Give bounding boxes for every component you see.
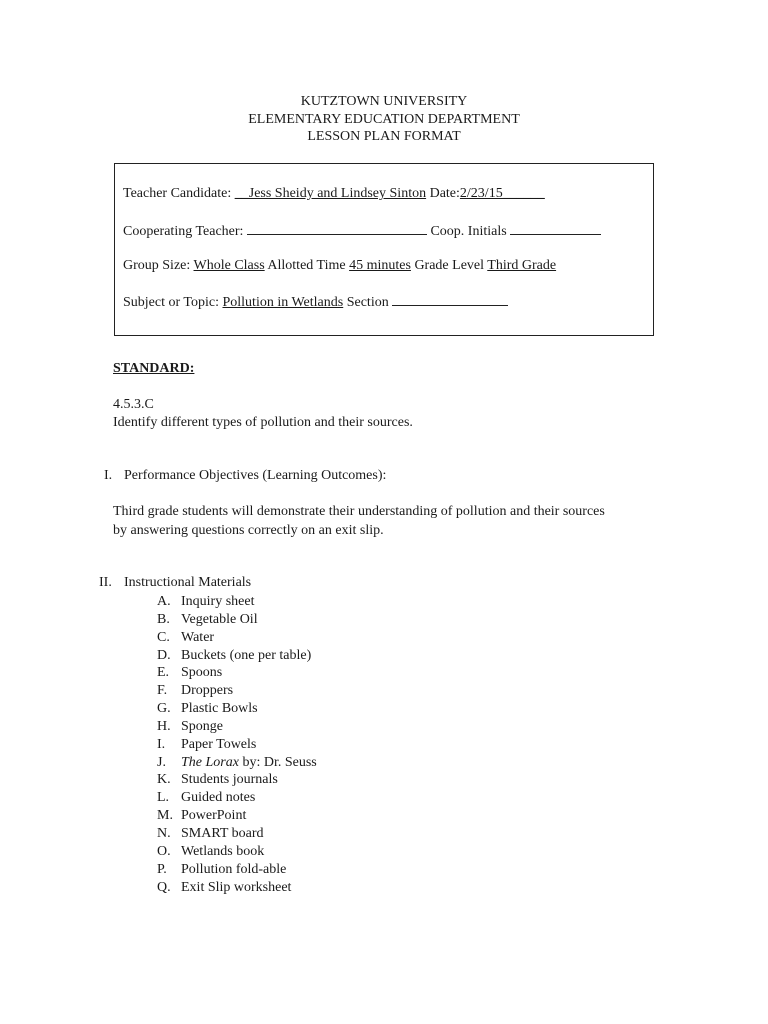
coop-teacher-blank — [247, 222, 427, 235]
list-item — [152, 879, 317, 897]
coop-initials-label: Coop. Initials — [430, 224, 507, 239]
allotted-time-value: 45 minutes — [349, 258, 411, 273]
section-blank — [392, 293, 508, 306]
subject-row — [123, 293, 508, 311]
list-item — [152, 861, 317, 879]
standard-text: Identify different types of pollution and their sources. — [113, 415, 413, 430]
list-item-text: Plastic Bowls — [181, 701, 258, 717]
list-item — [152, 593, 317, 611]
list-item-letter: L. — [157, 790, 170, 806]
grade-level-label: Grade Level — [414, 258, 485, 273]
list-item — [152, 682, 317, 700]
list-item — [152, 629, 317, 647]
list-item — [152, 700, 317, 718]
list-item — [152, 664, 317, 682]
section2-title: Instructional Materials — [124, 575, 252, 590]
group-size-value: Whole Class — [193, 258, 265, 273]
coop-teacher-label: Cooperating Teacher: — [123, 224, 244, 239]
list-item-text: Water — [181, 629, 215, 645]
subject-value: Pollution in Wetlands — [222, 295, 344, 310]
list-item-letter: N. — [157, 825, 171, 841]
section1-title: Performance Objectives (Learning Outcomes): — [124, 468, 387, 483]
list-item — [152, 825, 317, 843]
group-row — [123, 258, 556, 274]
group-size-label: Group Size: — [123, 258, 191, 273]
list-item-text: Guided notes — [181, 790, 256, 806]
list-item-text: SMART board — [181, 825, 264, 841]
list-item-letter: P. — [157, 861, 167, 877]
materials-list — [152, 593, 317, 896]
list-item-letter: E. — [157, 665, 170, 681]
list-item-text: Exit Slip worksheet — [181, 879, 292, 895]
list-item-text: Wetlands book — [181, 843, 265, 859]
list-item — [152, 843, 317, 861]
list-item-letter: H. — [157, 718, 171, 734]
lesson-info-box — [114, 163, 654, 336]
header-format: LESSON PLAN FORMAT — [307, 129, 461, 144]
book-title: The Lorax — [181, 754, 239, 770]
list-item — [152, 718, 317, 736]
list-item-letter: J. — [157, 754, 166, 770]
subject-label: Subject or Topic: — [123, 295, 219, 310]
list-item — [152, 736, 317, 754]
list-item — [152, 789, 317, 807]
list-item-letter: Q. — [157, 879, 171, 895]
list-item-text: Paper Towels — [181, 736, 257, 752]
list-item — [152, 754, 317, 772]
list-item-letter: K. — [157, 772, 171, 788]
teacher-value: __Jess Sheidy and Lindsey Sinton — [234, 186, 427, 201]
list-item-text: Inquiry sheet — [181, 594, 255, 609]
standard-code: 4.5.3.C — [113, 397, 154, 412]
list-item-letter: G. — [157, 701, 171, 717]
teacher-label: Teacher Candidate: — [123, 186, 232, 201]
list-item-text: Pollution fold-able — [181, 861, 287, 877]
list-item-letter: A. — [157, 594, 171, 609]
header-university: KUTZTOWN UNIVERSITY — [300, 94, 468, 109]
list-item-text: PowerPoint — [181, 808, 247, 824]
list-item-text: Spoons — [181, 665, 223, 681]
list-item-letter: F. — [157, 683, 168, 699]
allotted-time-label: Allotted Time — [267, 258, 346, 273]
coop-initials-blank — [510, 222, 601, 235]
standard-heading: STANDARD: — [113, 361, 195, 376]
list-item-text: Sponge — [181, 718, 223, 734]
list-item-text: by: Dr. Seuss — [238, 754, 317, 770]
section1-numeral: I. — [104, 468, 113, 483]
date-value: 2/23/15______ — [459, 186, 545, 201]
document-header — [0, 93, 768, 146]
list-item-letter: M. — [157, 808, 173, 824]
list-item-letter: D. — [157, 647, 171, 663]
list-item-text: Droppers — [181, 683, 234, 699]
date-label: Date: — [429, 186, 460, 201]
list-item — [152, 611, 317, 629]
grade-level-value: Third Grade — [487, 258, 557, 273]
list-item — [152, 771, 317, 789]
header-department: ELEMENTARY EDUCATION DEPARTMENT — [248, 111, 520, 127]
section2-numeral: II. — [99, 575, 112, 590]
list-item — [152, 647, 317, 665]
list-item — [152, 807, 317, 825]
objective-line-2: by answering questions correctly on an exit slip. — [113, 523, 384, 538]
list-item-letter: O. — [157, 843, 171, 859]
list-item-letter: I. — [157, 736, 166, 752]
cooperating-row — [123, 222, 601, 240]
list-item-text: Students journals — [181, 772, 278, 788]
list-item-text: Vegetable Oil — [181, 611, 258, 627]
list-item-text: Buckets (one per table) — [181, 647, 312, 663]
teacher-row — [123, 186, 545, 202]
list-item-letter: B. — [157, 611, 170, 627]
section-label: Section — [346, 295, 389, 310]
list-item-letter: C. — [157, 629, 170, 645]
objective-line-1: Third grade students will demonstrate their understanding of pollution and their sources — [113, 504, 605, 519]
